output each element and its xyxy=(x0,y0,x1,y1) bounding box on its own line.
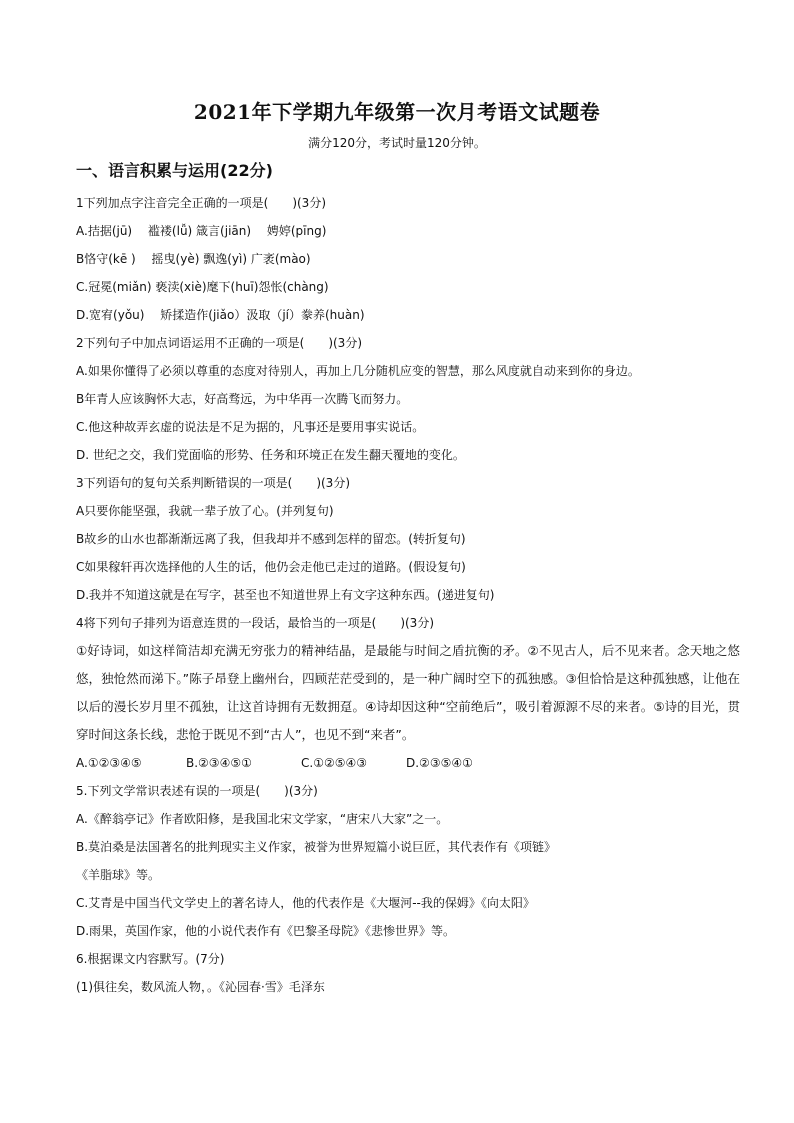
question-5-option-d: D.雨果，英国作家，他的小说代表作有《巴黎圣母院》《悲惨世界》等。 xyxy=(76,924,456,938)
question-4-options xyxy=(76,749,740,777)
question-4-stem: 4将下列句子排列为语意连贯的一段话，最恰当的一项是( )(3分) xyxy=(76,616,434,630)
question-3-option-c: C如果稼轩再次选择他的人生的话，他仍会走他已走过的道路。(假设复句) xyxy=(76,560,466,574)
question-1-option-a: A.拮据(jū) 褴褛(lǚ) 箴言(jiān) 娉婷(pīng) xyxy=(76,224,327,238)
exam-title: 2021年下学期九年级第一次月考语文试题卷 xyxy=(193,100,601,124)
question-2-option-a: A.如果你懂得了必须以尊重的态度对待别人，再加上几分随机应变的智慧，那么风度就自动来到你的身边。 xyxy=(76,364,640,378)
question-1-option-c: C.冠冕(miǎn) 亵渎(xiè)麾下(huī)怨怅(chàng) xyxy=(76,280,329,294)
question-list xyxy=(76,189,740,1001)
section-heading: 一、语言积累与运用(22分) xyxy=(76,161,273,180)
question-4-option-b: B.②③④⑤① xyxy=(186,756,252,770)
question-4-passage: ①好诗词，如这样简洁却充满无穷张力的精神结晶，是最能与时间之盾抗衡的矛。②不见古人，后不见来者。念天地之悠悠，独怆然而涕下。”陈子昂登上幽州台，四顾茫茫受到的，是一种广阔时空下的孤独感。③但恰恰是这种孤独感，让他在以后的漫长岁月里不孤独，让这首诗拥有无数拥趸。④诗却因这种“空前绝后”，吸引着源源不尽的来者。⑤诗的目光，贯穿时间这条长线，悲怆于既见不到“古人”，也见不到“来者”。 xyxy=(76,643,740,742)
question-3-option-a: A只要你能坚强，我就一辈子放了心。(并列复句) xyxy=(76,504,334,518)
question-4-option-d: D.②③⑤④① xyxy=(406,756,473,770)
question-3-option-b: B故乡的山水也都渐渐远离了我，但我却并不感到怎样的留恋。(转折复句) xyxy=(76,532,466,546)
question-1-stem: 1下列加点字注音完全正确的一项是( )(3分) xyxy=(76,196,326,210)
question-5-option-b: B.莫泊桑是法国著名的批判现实主义作家，被誉为世界短篇小说巨匠，其代表作有《项链》 xyxy=(76,840,557,854)
question-2-option-c: C.他这种故弄玄虚的说法是不足为据的，凡事还是要用事实说话。 xyxy=(76,420,425,434)
question-6-stem: 6.根据课文内容默写。(7分) xyxy=(76,952,225,966)
question-2-option-d: D. 世纪之交，我们党面临的形势、任务和环境正在发生翻天覆地的变化。 xyxy=(76,448,465,462)
question-5-option-a: A.《醉翁亭记》作者欧阳修，是我国北宋文学家，“唐宋八大家”之一。 xyxy=(76,812,449,826)
question-1-option-d: D.宽宥(yǒu) 矫揉造作(jiǎo）汲取（jí）豢养(huàn) xyxy=(76,308,365,322)
question-4-option-a: A.①②③④⑤ xyxy=(76,756,142,770)
question-5-option-c: C.艾青是中国当代文学史上的著名诗人，他的代表作是《大堰河--我的保姆》《向太阳》 xyxy=(76,896,535,910)
question-4-option-c: C.①②⑤④③ xyxy=(301,756,367,770)
question-5-stem: 5.下列文学常识表述有误的一项是( )(3分) xyxy=(76,784,318,798)
question-2-stem: 2下列句子中加点词语运用不正确的一项是( )(3分) xyxy=(76,336,362,350)
question-3-option-d: D.我并不知道这就是在写字，甚至也不知道世界上有文字这种东西。(递进复句) xyxy=(76,588,495,602)
question-6-item-1: (1)俱往矣，数风流人物，。《沁园春·雪》毛泽东 xyxy=(76,980,325,994)
question-5-option-b-continued: 《羊脂球》等。 xyxy=(76,868,161,882)
question-1-option-b: B恪守(kē ) 摇曳(yè) 飘逸(yì) 广袤(mào) xyxy=(76,252,311,266)
question-2-option-b: B年青人应该胸怀大志，好高骛远，为中华再一次腾飞而努力。 xyxy=(76,392,409,406)
exam-subtitle: 满分120分，考试时量120分钟。 xyxy=(308,136,486,150)
question-3-stem: 3下列语句的复句关系判断错误的一项是( )(3分) xyxy=(76,476,350,490)
